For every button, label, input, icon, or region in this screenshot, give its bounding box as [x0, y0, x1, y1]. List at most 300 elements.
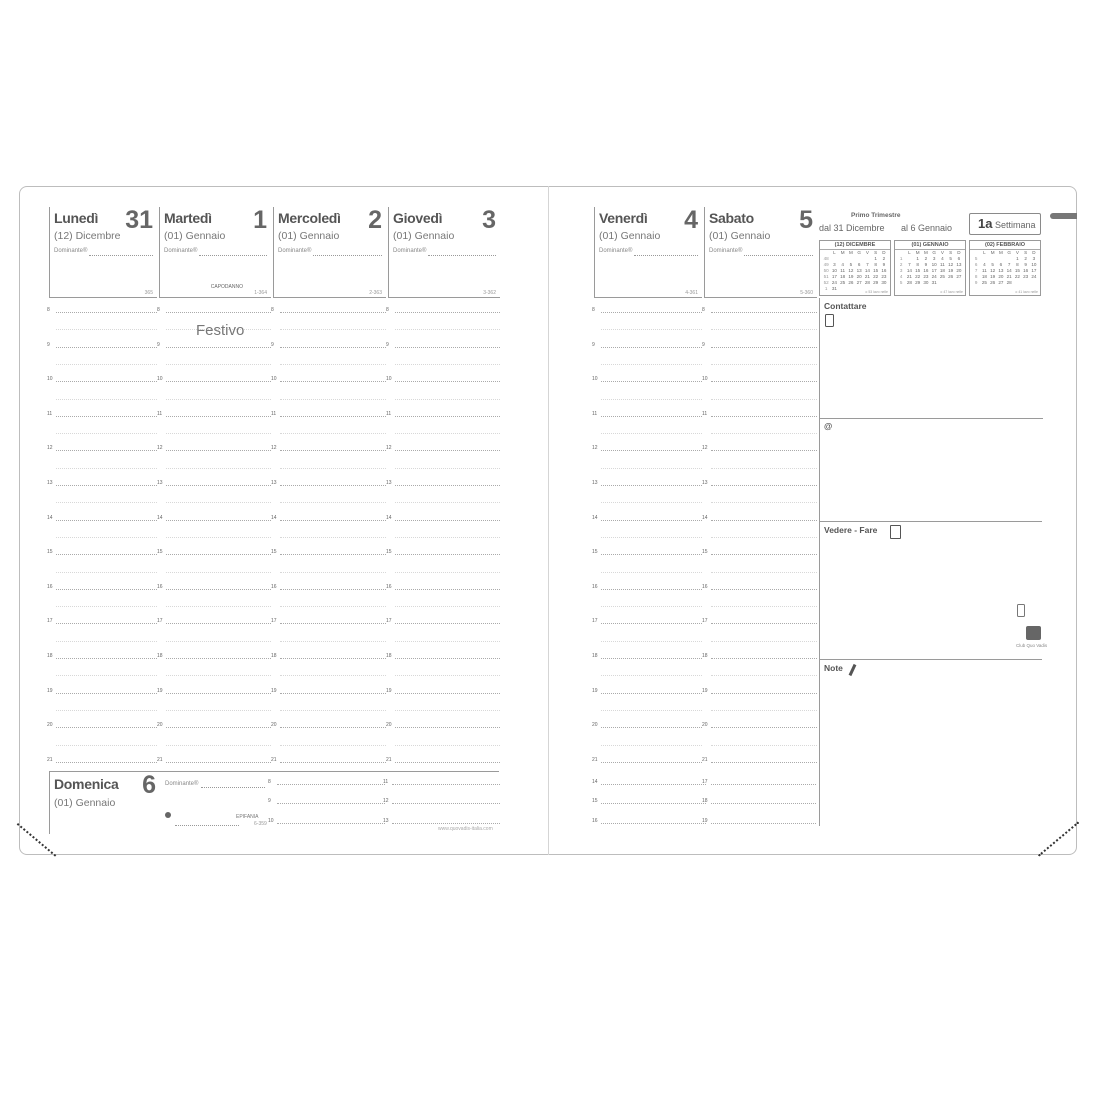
dominante-label: Dominante® [165, 781, 199, 787]
hour-row[interactable] [56, 502, 157, 503]
minical-cell: 30 [881, 280, 887, 285]
minical-cell: 7 [908, 262, 911, 267]
hour-row[interactable] [601, 468, 702, 469]
hour-row[interactable] [395, 710, 500, 711]
hour-label: 12 [592, 445, 598, 452]
hour-row[interactable] [56, 572, 157, 573]
hour-row[interactable] [601, 433, 702, 434]
hour-row[interactable] [56, 537, 157, 538]
hour-row[interactable] [601, 416, 702, 417]
minical-cell: 3 [932, 256, 936, 261]
hour-row[interactable] [711, 329, 817, 330]
dominante-line [199, 255, 267, 256]
hour-row[interactable] [601, 623, 702, 624]
minical-cell: 51 [823, 274, 829, 279]
hour-row[interactable] [56, 485, 157, 486]
hour-row[interactable] [711, 312, 817, 313]
hour-row[interactable] [711, 727, 817, 728]
hour-row[interactable] [395, 485, 500, 486]
hour-label: 10 [268, 818, 274, 824]
hour-row[interactable] [166, 745, 271, 746]
minical-cell: 5 [991, 262, 994, 267]
hour-row[interactable] [56, 364, 157, 365]
hour-label: 17 [702, 779, 708, 785]
hour-row[interactable] [711, 606, 817, 607]
hour-row[interactable] [280, 745, 386, 746]
minical-cell: 13 [956, 262, 962, 267]
hour-label: 14 [386, 514, 392, 521]
hour-row[interactable] [280, 623, 386, 624]
hour-label: 10 [592, 376, 598, 383]
contact-title: Contattare [824, 301, 867, 311]
hour-label: 16 [592, 818, 598, 824]
hour-row[interactable] [280, 433, 386, 434]
hour-row[interactable] [711, 675, 817, 676]
hour-row[interactable] [395, 364, 500, 365]
minical-cell: 27 [956, 274, 962, 279]
hour-label: 18 [47, 653, 53, 659]
hour-row[interactable] [166, 399, 271, 400]
minical-cell: 28 [906, 280, 912, 285]
hour-row[interactable] [395, 450, 500, 451]
hour-row[interactable] [166, 589, 271, 590]
hour-row[interactable] [711, 803, 816, 804]
minical-cell: D [957, 250, 961, 255]
hour-row[interactable] [601, 329, 702, 330]
hour-row[interactable] [280, 641, 386, 642]
hour-row[interactable] [601, 381, 702, 382]
hour-row[interactable] [711, 641, 817, 642]
hour-row[interactable] [280, 502, 386, 503]
hour-row[interactable] [166, 762, 271, 763]
hour-row[interactable] [711, 762, 817, 763]
hour-row[interactable] [711, 710, 817, 711]
minical-cell: 17 [831, 274, 837, 279]
hour-row[interactable] [711, 745, 817, 746]
minical-cell: 8 [916, 262, 919, 267]
hour-row[interactable] [601, 641, 702, 642]
hour-row[interactable] [280, 450, 386, 451]
hour-row[interactable] [56, 399, 157, 400]
mobile-icon [1017, 604, 1025, 617]
hour-label: 13 [157, 480, 163, 486]
hour-label: 20 [271, 722, 277, 729]
hour-row[interactable] [395, 606, 500, 607]
hour-label: 21 [271, 756, 277, 763]
hour-row[interactable] [601, 784, 706, 785]
hour-row[interactable] [711, 450, 817, 451]
minical-cell: M [848, 250, 853, 255]
minical-cell: 18 [840, 274, 846, 279]
minical-cell: 10 [1031, 262, 1037, 267]
hour-row[interactable] [601, 727, 702, 728]
phone-icon [825, 314, 834, 327]
hour-row[interactable] [166, 520, 271, 521]
dominante-label: Dominante® [709, 248, 743, 254]
dominante-label: Dominante® [599, 248, 633, 254]
spine [548, 186, 549, 855]
hour-row[interactable] [166, 554, 271, 555]
minical-cell: 23 [1023, 274, 1029, 279]
hour-label: 8 [47, 307, 50, 313]
hour-row[interactable] [601, 572, 702, 573]
day-code: 3-362 [483, 290, 496, 296]
hour-row[interactable] [56, 623, 157, 624]
minical-cell: L [908, 250, 911, 255]
hour-label: 17 [157, 618, 163, 625]
hour-row[interactable] [395, 762, 500, 763]
minical-cell: 12 [990, 268, 996, 273]
hour-row[interactable] [166, 433, 271, 434]
hour-row[interactable] [280, 381, 386, 382]
minical-cell: 12 [948, 262, 954, 267]
hour-label: 16 [386, 583, 392, 590]
hour-row[interactable] [280, 572, 386, 573]
hour-label: 10 [702, 376, 708, 383]
hour-row[interactable] [601, 485, 702, 486]
hour-label: 19 [271, 687, 277, 694]
hour-row[interactable] [395, 658, 500, 659]
hour-label: 8 [157, 307, 160, 313]
hour-row[interactable] [711, 537, 817, 538]
hour-row[interactable] [166, 468, 271, 469]
hour-row[interactable] [711, 502, 817, 503]
hour-row[interactable] [395, 745, 500, 746]
hour-row[interactable] [395, 502, 500, 503]
minical-cell: 48 [823, 256, 829, 261]
minical-cell: 26 [990, 280, 996, 285]
hour-row[interactable] [56, 606, 157, 607]
hour-row[interactable] [601, 364, 702, 365]
hour-row[interactable] [56, 312, 157, 313]
hour-row[interactable] [56, 745, 157, 746]
hour-row[interactable] [166, 658, 271, 659]
minical-cell: 12 [848, 268, 854, 273]
hour-row[interactable] [56, 468, 157, 469]
minical-cell: 11 [981, 268, 987, 273]
hour-row[interactable] [395, 347, 500, 348]
hour-row[interactable] [280, 606, 386, 607]
hour-row[interactable] [711, 485, 817, 486]
hour-row[interactable] [601, 537, 702, 538]
hour-label: 8 [268, 779, 271, 785]
hour-row[interactable] [711, 658, 817, 659]
hour-row[interactable] [395, 416, 500, 417]
hour-row[interactable] [166, 312, 271, 313]
hour-row[interactable] [280, 554, 386, 555]
hour-row[interactable] [711, 520, 817, 521]
minical-cell: M [998, 250, 1003, 255]
hour-label: 15 [157, 549, 163, 556]
minical-cell [938, 280, 946, 286]
hour-row[interactable] [711, 433, 817, 434]
minical-cell: 29 [915, 280, 921, 285]
hour-row[interactable] [395, 468, 500, 469]
hour-row[interactable] [395, 399, 500, 400]
minical-cell: 4 [841, 262, 844, 267]
hour-label: 19 [47, 687, 53, 694]
hour-row[interactable] [280, 399, 386, 400]
hour-row[interactable] [601, 520, 702, 521]
minical-cell: 5 [899, 280, 903, 285]
hour-row[interactable] [601, 658, 702, 659]
hour-row[interactable] [166, 675, 271, 676]
hour-row[interactable] [601, 554, 702, 555]
minical-cell: 19 [990, 274, 996, 279]
hour-row[interactable] [601, 589, 702, 590]
hour-label: 16 [47, 583, 53, 590]
hour-label: 12 [157, 445, 163, 452]
hour-row[interactable] [601, 606, 702, 607]
day-code: 1-364 [254, 290, 267, 296]
minical-cell: 3 [833, 262, 836, 267]
hour-row[interactable] [395, 641, 500, 642]
hour-label: 14 [592, 514, 598, 521]
hour-row[interactable] [166, 485, 271, 486]
hour-label: 9 [47, 341, 50, 348]
hour-row[interactable] [395, 554, 500, 555]
hour-label: 17 [271, 618, 277, 625]
hour-row[interactable] [280, 762, 386, 763]
hour-row[interactable] [711, 468, 817, 469]
hour-row[interactable] [280, 693, 386, 694]
hour-row[interactable] [56, 347, 157, 348]
hour-row[interactable] [166, 727, 271, 728]
hour-label: 10 [157, 376, 163, 383]
minical-cell: 22 [1014, 274, 1020, 279]
minical-cell: V [865, 250, 869, 255]
minical-title: (12) DICEMBRE [820, 241, 890, 250]
hour-row[interactable] [395, 675, 500, 676]
hour-row[interactable] [711, 399, 817, 400]
hour-row[interactable] [166, 450, 271, 451]
minical-cell: 17 [1031, 268, 1037, 273]
minical-cell: 52 [823, 280, 829, 285]
minical-cell: 8 [874, 262, 877, 267]
hour-label: 18 [592, 653, 598, 659]
hour-row[interactable] [395, 589, 500, 590]
minical-cell: S [874, 250, 878, 255]
hour-label: 10 [47, 376, 53, 383]
hour-row[interactable] [56, 658, 157, 659]
day-name: Lunedì [54, 210, 99, 226]
hour-row[interactable] [711, 347, 817, 348]
minical-cell [947, 280, 955, 286]
day-number: 31 [125, 206, 153, 234]
day-header-thursday [388, 207, 500, 298]
minical-cell: 21 [1006, 274, 1012, 279]
hour-label: 16 [702, 583, 708, 590]
hour-row[interactable] [601, 745, 702, 746]
hour-row[interactable] [280, 589, 386, 590]
hour-row[interactable] [166, 537, 271, 538]
hour-row[interactable] [395, 623, 500, 624]
hour-row[interactable] [280, 468, 386, 469]
dominante-line [201, 787, 265, 788]
hour-row[interactable] [601, 312, 702, 313]
hour-row[interactable] [711, 784, 816, 785]
minical-cell: 15 [873, 268, 879, 273]
hour-row[interactable] [56, 675, 157, 676]
hour-row[interactable] [166, 641, 271, 642]
hour-row[interactable] [56, 329, 157, 330]
day-code: 5-360 [800, 290, 813, 296]
minical-cell: 8 [1016, 262, 1019, 267]
minical-cell: 25 [981, 280, 987, 285]
hour-row[interactable] [601, 710, 702, 711]
hour-row[interactable] [601, 399, 702, 400]
minical-cell: 10 [831, 268, 837, 273]
dominante-line [313, 255, 382, 256]
minical-cell: 22 [915, 274, 921, 279]
hour-row[interactable] [711, 693, 817, 694]
hour-row[interactable] [280, 520, 386, 521]
hour-row[interactable] [280, 485, 386, 486]
hour-label: 9 [592, 341, 595, 348]
hour-label: 14 [592, 779, 598, 785]
hour-row[interactable] [280, 364, 386, 365]
hour-row[interactable] [280, 416, 386, 417]
day-name: Giovedì [393, 210, 443, 226]
bullet-line [175, 825, 239, 826]
hour-row[interactable] [395, 433, 500, 434]
hour-row[interactable] [166, 416, 271, 417]
hour-label: 9 [702, 341, 705, 348]
week-label: Settimana [994, 220, 1036, 230]
hour-row[interactable] [166, 623, 271, 624]
hour-row[interactable] [166, 347, 271, 348]
hour-row[interactable] [711, 623, 817, 624]
hour-label: 8 [702, 307, 705, 313]
minical-cell [955, 280, 963, 286]
hour-row[interactable] [56, 727, 157, 728]
hour-row[interactable] [56, 554, 157, 555]
hour-label: 18 [271, 653, 277, 659]
hour-row[interactable] [166, 710, 271, 711]
hour-row[interactable] [56, 762, 157, 763]
hour-label: 11 [271, 410, 277, 417]
hour-row[interactable] [280, 347, 386, 348]
hour-label: 8 [271, 307, 274, 313]
minical-cell: 19 [848, 274, 854, 279]
hour-row[interactable] [166, 572, 271, 573]
hour-row[interactable] [601, 762, 702, 763]
hour-row[interactable] [601, 693, 702, 694]
day-code-sunday: 6-359 [254, 821, 267, 827]
hour-row[interactable] [395, 572, 500, 573]
hour-row[interactable] [711, 416, 817, 417]
minical-cell: 7 [974, 268, 978, 273]
hour-row[interactable] [166, 364, 271, 365]
bullet-icon [165, 812, 171, 818]
minical-cell: 24 [1031, 274, 1037, 279]
minical-cell: 9 [1024, 262, 1027, 267]
hour-label: 21 [702, 756, 708, 763]
hour-label: 19 [157, 687, 163, 694]
hour-row[interactable] [166, 693, 271, 694]
hour-row[interactable] [280, 675, 386, 676]
hour-row[interactable] [711, 554, 817, 555]
hour-row[interactable] [280, 312, 386, 313]
hour-row[interactable] [601, 502, 702, 503]
hour-row[interactable] [395, 381, 500, 382]
minical-footnote: o 53 lavo nelle [865, 290, 888, 294]
minical-cell: 16 [1023, 268, 1029, 273]
minical-cell: 19 [948, 268, 954, 273]
hour-row[interactable] [56, 381, 157, 382]
hour-row[interactable] [56, 433, 157, 434]
day-code: 4-361 [685, 290, 698, 296]
hour-row[interactable] [601, 803, 706, 804]
hour-row[interactable] [280, 329, 386, 330]
hour-row[interactable] [711, 364, 817, 365]
day-name: Sabato [709, 210, 754, 226]
hour-row[interactable] [280, 727, 386, 728]
minical-cell: 25 [939, 274, 945, 279]
hour-row[interactable] [395, 520, 500, 521]
hour-row[interactable] [395, 693, 500, 694]
hour-row[interactable] [56, 589, 157, 590]
hour-row[interactable] [166, 502, 271, 503]
hour-row[interactable] [395, 537, 500, 538]
hour-row[interactable] [280, 710, 386, 711]
hour-label: 20 [47, 722, 53, 729]
hour-row[interactable] [56, 693, 157, 694]
hour-row[interactable] [56, 710, 157, 711]
contact-panel [819, 298, 1042, 522]
day-number: 3 [482, 206, 496, 234]
day-header-monday [49, 207, 157, 298]
day-header-tuesday [159, 207, 271, 298]
hour-row[interactable] [56, 520, 157, 521]
minical-cell: S [949, 250, 953, 255]
minical-grid [820, 250, 890, 292]
hour-label: 13 [383, 818, 389, 824]
hour-row[interactable] [166, 381, 271, 382]
hour-row[interactable] [601, 450, 702, 451]
minical-cell: D [1032, 250, 1036, 255]
minical-cell: 31 [931, 280, 937, 285]
minical-cell: M [990, 250, 995, 255]
hour-row[interactable] [56, 450, 157, 451]
hour-label: 18 [702, 798, 708, 804]
minical-cell: 8 [974, 274, 978, 279]
notes-title: Note [824, 663, 843, 673]
hour-row[interactable] [601, 347, 702, 348]
hour-row[interactable] [280, 537, 386, 538]
hour-label: 11 [383, 779, 389, 785]
day-name: Mercoledì [278, 210, 341, 226]
hour-row[interactable] [711, 572, 817, 573]
hour-row[interactable] [166, 606, 271, 607]
minical-cell: 50 [823, 268, 829, 273]
pencil-icon [849, 664, 857, 676]
hour-row[interactable] [711, 381, 817, 382]
minical-cell: 20 [856, 274, 862, 279]
week-label: (01) Gennaio [54, 797, 116, 809]
hour-row[interactable] [395, 312, 500, 313]
hour-row[interactable] [56, 416, 157, 417]
hour-label: 17 [386, 618, 392, 625]
minical-cell: 9 [924, 262, 928, 267]
hour-row[interactable] [280, 658, 386, 659]
hour-row[interactable] [601, 675, 702, 676]
hour-row[interactable] [395, 727, 500, 728]
hour-label: 14 [702, 514, 708, 521]
hour-row[interactable] [56, 641, 157, 642]
hour-row[interactable] [395, 329, 500, 330]
hour-row[interactable] [711, 589, 817, 590]
